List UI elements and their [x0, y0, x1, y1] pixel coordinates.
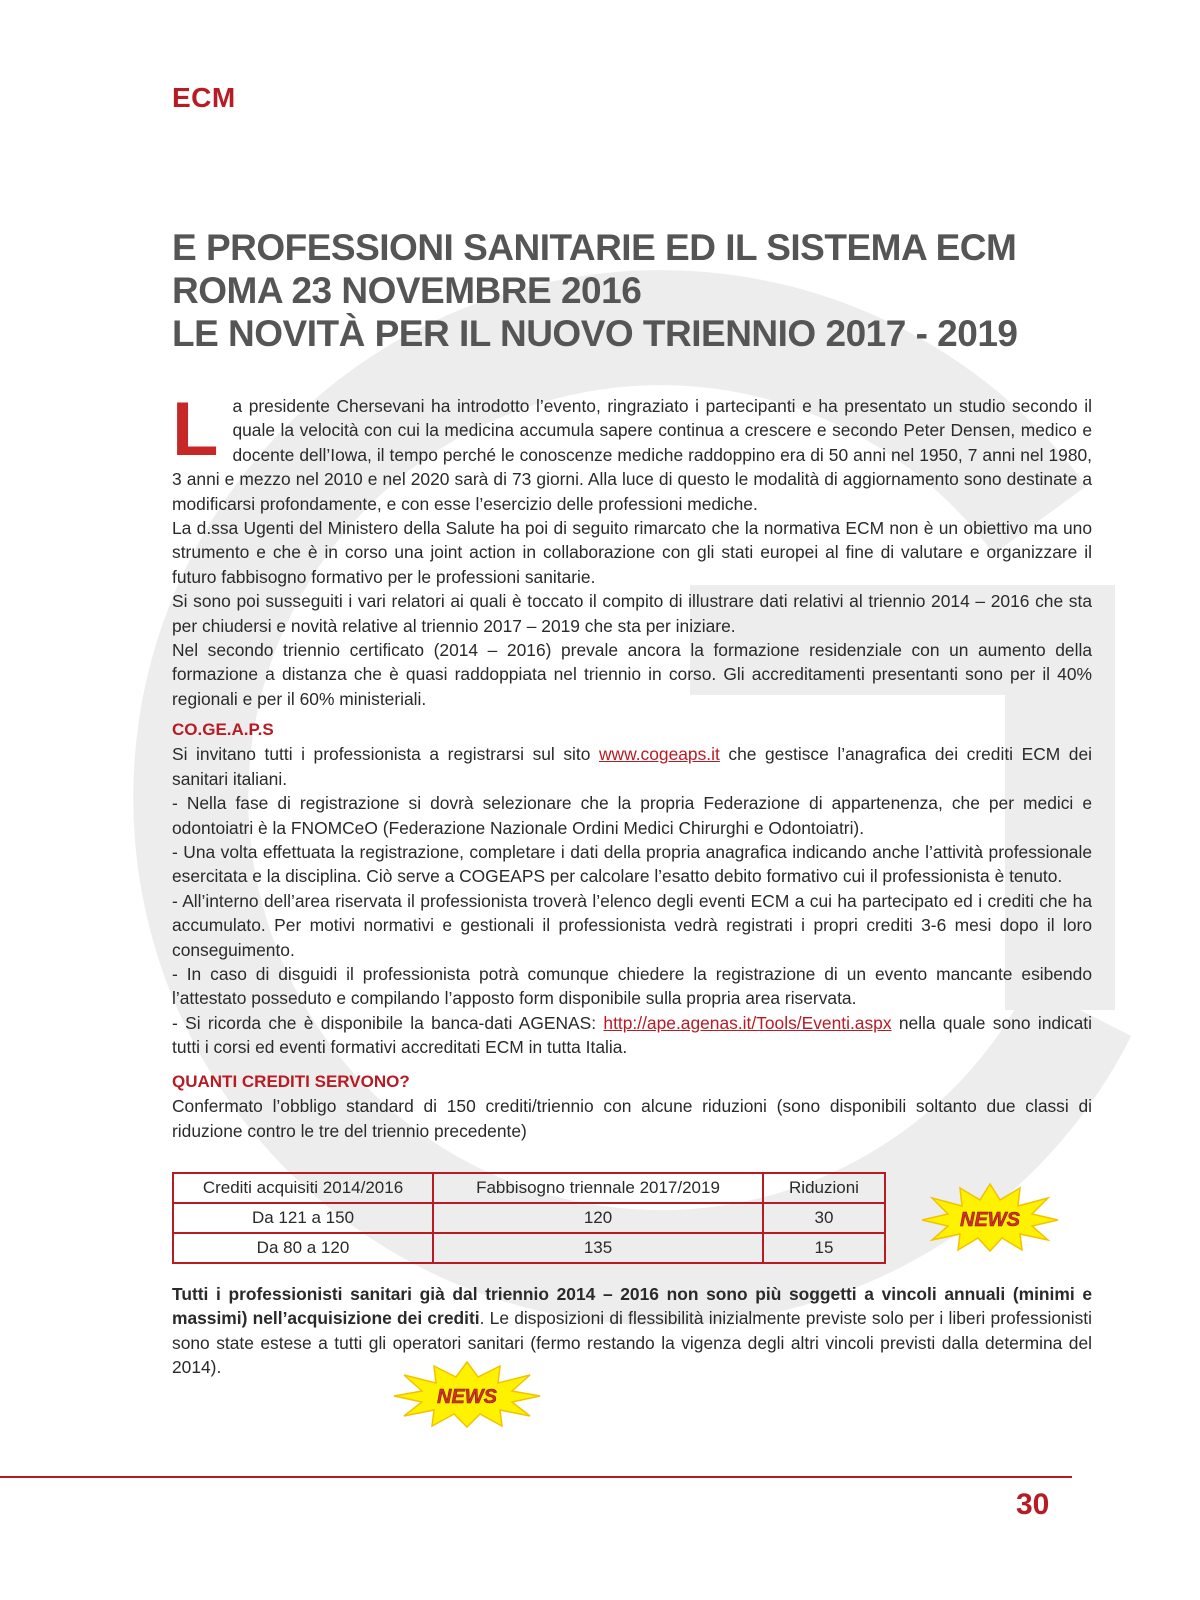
drop-cap: L: [172, 387, 219, 472]
crediti-heading: QUANTI CREDITI SERVONO?: [172, 1072, 410, 1091]
table-header: Crediti acquisiti 2014/2016: [173, 1173, 433, 1203]
agenas-link[interactable]: http://ape.agenas.it/Tools/Eventi.aspx: [603, 1012, 892, 1033]
closing-paragraph: [172, 1282, 1092, 1380]
page-title: [172, 226, 1132, 355]
intro-section: [172, 387, 1092, 711]
cogeaps-heading: CO.GE.A.P.S: [172, 720, 274, 739]
intro-paragraph-4: Nel secondo triennio certificato (2014 – 2016) prevale ancora la formazione residenziale con un aumento della formazione a distanza che è quasi raddoppiata nel triennio in corso. Gli accreditamenti presentanti sono per il 40% regionali e per il 60% ministeriali.: [172, 640, 1092, 709]
closing-section: [172, 1282, 1092, 1380]
cogeaps-link[interactable]: www.cogeaps.it: [599, 744, 720, 765]
title-line-2: ROMA 23 NOVEMBRE 2016: [172, 270, 642, 311]
cogeaps-bullet-2: - Una volta effettuata la registrazione, completare i dati della propria anagrafica indicando anche l’attività professionale esercitata e la disciplina. Ciò serve a COGEAPS per calcolare l’esatto debito formativo cui il professionista è tenuto.: [172, 842, 1092, 887]
intro-paragraph-1: a presidente Chersevani ha introdotto l’evento, ringraziato i partecipanti e ha presentato un studio secondo il quale la velocità con cui la medicina accumula sapere continua a crescere e secondo Peter Densen, medico e docente dell’Iowa, il tempo perché le conoscenze mediche raddoppino era di 50 anni nel 1950, 7 anni nel 1980, 3 anni e mezzo nel 2010 e nel 2020 sarà di 73 giorni. Alla luce di questo le modalità di aggiornamento sono destinate a modificarsi profondamente, e con esse l’esercizio delle professioni mediche.: [172, 396, 1092, 514]
cogeaps-section: [172, 718, 1092, 1060]
news-label: NEWS: [437, 1386, 497, 1408]
table-header: Riduzioni: [763, 1173, 885, 1203]
news-badge: [920, 1182, 1060, 1252]
table-row: [173, 1233, 885, 1263]
agenas-text-before: - Si ricorda che è disponibile la banca-dati AGENAS:: [172, 1012, 604, 1033]
agenas-text-after: nella quale sono indicati tutti i corsi ed eventi formativi accreditati ECM in tutta Italia.: [172, 1012, 1092, 1058]
news-label: NEWS: [960, 1209, 1020, 1231]
table-cell: Da 80 a 120: [173, 1233, 433, 1263]
news-badge: [392, 1360, 542, 1428]
cogeaps-bullet-3: - All’interno dell’area riservata il professionista troverà l’elenco degli eventi ECM a cui ha partecipato ed i crediti che ha accumulato. Per motivi normativi e gestionali il professionista vedrà registrati i propri crediti 3-6 mesi dopo il loro conseguimento.: [172, 890, 1092, 960]
title-line-1: E PROFESSIONI SANITARIE ED IL SISTEMA ECM: [172, 227, 1017, 268]
table-cell: 30: [763, 1203, 885, 1233]
closing-rest: . Le disposizioni di flessibilità inizialmente previste solo per i liberi professionisti sono state estese a tutti gli operatori sanitari (fermo restando la vigenza degli altri vincoli previsti dalla determina del 2014).: [172, 1308, 1092, 1378]
cogeaps-text-before: Si invitano tutti i professionista a registrarsi sul sito: [172, 744, 599, 765]
table-row: [173, 1203, 885, 1233]
table-cell: 120: [433, 1203, 763, 1233]
title-line-3: LE NOVITÀ PER IL NUOVO TRIENNIO 2017 - 2019: [172, 313, 1018, 354]
cogeaps-bullet-4: - In caso di disguidi il professionista potrà comunque chiedere la registrazione di un evento mancante esibendo l’attestato posseduto e compilando l’apposto form disponibile sulla propria area riservata.: [172, 964, 1092, 1009]
closing-bold: Tutti i professionisti sanitari già dal triennio 2014 – 2016 non sono più soggetti a vincoli annuali (minimi e massimi) nell’acquisizione dei crediti: [172, 1284, 1092, 1329]
crediti-paragraph: Confermato l’obbligo standard di 150 crediti/triennio con alcune riduzioni (sono disponibili soltanto due classi di riduzione contro le tre del triennio precedente): [172, 1096, 1092, 1141]
cogeaps-text-after: che gestisce l’anagrafica dei crediti ECM dei sanitari italiani.: [172, 744, 1093, 789]
credits-table: [172, 1172, 886, 1264]
page-number: 30: [1016, 1488, 1050, 1521]
intro-paragraph-3: Si sono poi susseguiti i vari relatori ai quali è toccato il compito di illustrare dati relativi al triennio 2014 – 2016 che sta per chiudersi e novità relative al triennio 2017 – 2019 che sta per iniziare.: [172, 591, 1092, 636]
table-cell: Da 121 a 150: [173, 1203, 433, 1233]
footer-divider: [0, 1476, 1072, 1478]
intro-paragraph-2: La d.ssa Ugenti del Ministero della Salute ha poi di seguito rimarcato che la normativa ECM non è un obiettivo ma uno strumento e che è in corso una joint action in collaborazione con gli stati europei al fine di valutare e organizzare il futuro fabbisogno formativo per le professioni sanitarie.: [172, 518, 1092, 587]
table-header-row: [173, 1173, 885, 1203]
cogeaps-paragraph: [172, 742, 1092, 791]
section-tag: ECM: [172, 82, 236, 113]
cogeaps-bullet-1: - Nella fase di registrazione si dovrà selezionare che la propria Federazione di appartenenza, che per medici e odontoiatri è la FNOMCeO (Federazione Nazionale Ordini Medici Chirurghi e Odontoiatri).: [172, 793, 1092, 838]
table-cell: 135: [433, 1233, 763, 1263]
table-cell: 15: [763, 1233, 885, 1263]
table-header: Fabbisogno triennale 2017/2019: [433, 1173, 763, 1203]
crediti-section: [172, 1070, 1092, 1143]
cogeaps-bullet-5: [172, 1011, 1092, 1060]
